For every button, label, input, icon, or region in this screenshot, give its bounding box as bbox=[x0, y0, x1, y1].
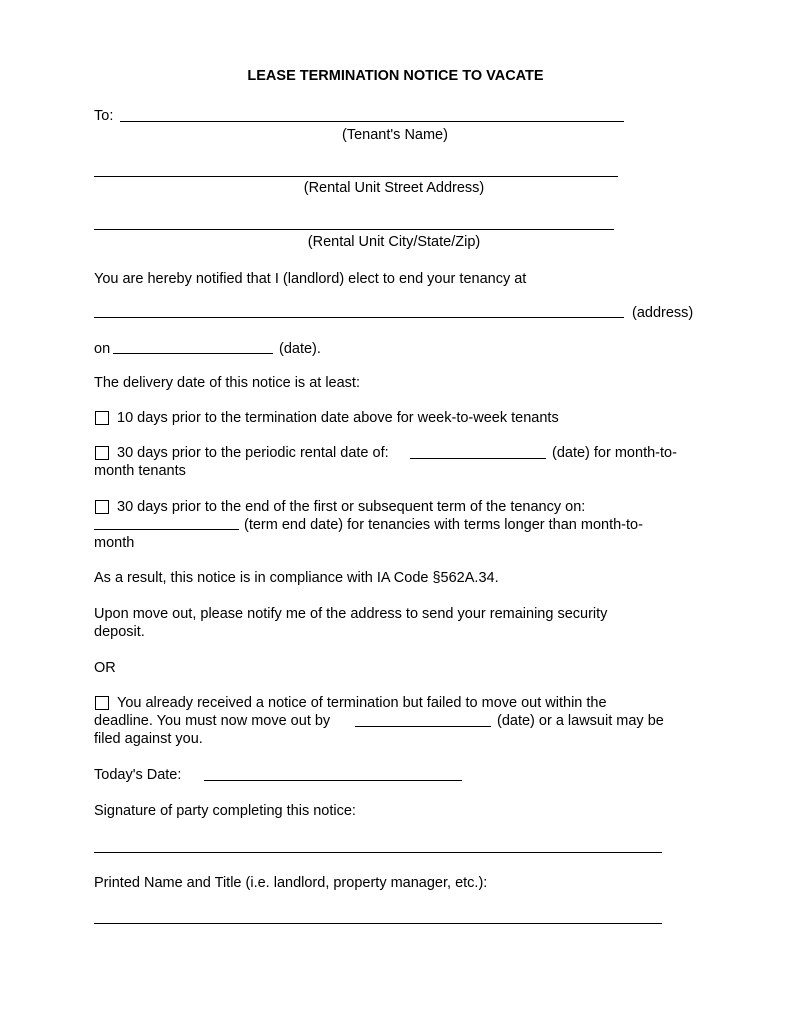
option-term-end-text-a: 30 days prior to the end of the first or subsequent term of the tenancy on: bbox=[117, 499, 586, 515]
option-term-end-text-c: month bbox=[94, 535, 135, 551]
option-month-to-month-checkbox[interactable] bbox=[95, 446, 109, 460]
moveout-text-b: deposit. bbox=[94, 624, 145, 640]
printed-name-field[interactable] bbox=[94, 923, 662, 924]
option-already-noticed-text-b2: (date) or a lawsuit may be bbox=[497, 713, 664, 729]
document-title: LEASE TERMINATION NOTICE TO VACATE bbox=[247, 68, 544, 84]
option-month-to-month-text-a: 30 days prior to the periodic rental date of: bbox=[117, 445, 389, 461]
move-out-by-date-field[interactable] bbox=[355, 726, 491, 727]
street-address-caption: (Rental Unit Street Address) bbox=[303, 180, 485, 196]
todays-date-field[interactable] bbox=[204, 780, 462, 781]
term-end-date-field[interactable] bbox=[94, 529, 239, 530]
compliance-text: As a result, this notice is in compliance with IA Code §562A.34. bbox=[94, 570, 499, 586]
option-month-to-month-text-c: month tenants bbox=[94, 463, 186, 479]
termination-date-field[interactable] bbox=[113, 353, 273, 354]
signature-label: Signature of party completing this notice: bbox=[94, 803, 356, 819]
option-week-to-week-checkbox[interactable] bbox=[95, 411, 109, 425]
option-already-noticed-checkbox[interactable] bbox=[95, 696, 109, 710]
to-label: To: bbox=[94, 108, 114, 124]
address-label: (address) bbox=[632, 305, 694, 321]
option-term-end-checkbox[interactable] bbox=[95, 500, 109, 514]
option-already-noticed-text-c: filed against you. bbox=[94, 731, 203, 747]
option-already-noticed-text-b1: deadline. You must now move out by bbox=[94, 713, 331, 729]
on-label: on bbox=[94, 341, 111, 357]
periodic-rental-date-field[interactable] bbox=[410, 458, 546, 459]
option-term-end-text-b: (term end date) for tenancies with terms longer than month-to- bbox=[244, 517, 643, 533]
date-label: (date). bbox=[279, 341, 321, 357]
todays-date-label: Today's Date: bbox=[94, 767, 182, 783]
option-month-to-month-text-b: (date) for month-to- bbox=[552, 445, 677, 461]
tenant-name-caption: (Tenant's Name) bbox=[342, 127, 448, 143]
signature-field[interactable] bbox=[94, 852, 662, 853]
option-week-to-week-text: 10 days prior to the termination date above for week-to-week tenants bbox=[117, 410, 559, 426]
moveout-text-a: Upon move out, please notify me of the address to send your remaining security bbox=[94, 606, 608, 622]
city-state-zip-field[interactable] bbox=[94, 229, 614, 230]
notice-intro-text: You are hereby notified that I (landlord) elect to end your tenancy at bbox=[94, 271, 527, 287]
city-state-zip-caption: (Rental Unit City/State/Zip) bbox=[307, 234, 481, 250]
address-field[interactable] bbox=[94, 317, 624, 318]
tenant-name-field[interactable] bbox=[120, 121, 624, 122]
or-label: OR bbox=[94, 660, 116, 676]
delivery-intro-text: The delivery date of this notice is at least: bbox=[94, 375, 360, 391]
printed-name-label: Printed Name and Title (i.e. landlord, property manager, etc.): bbox=[94, 875, 488, 891]
street-address-field[interactable] bbox=[94, 176, 618, 177]
option-already-noticed-text-a: You already received a notice of termination but failed to move out within the bbox=[117, 695, 607, 711]
